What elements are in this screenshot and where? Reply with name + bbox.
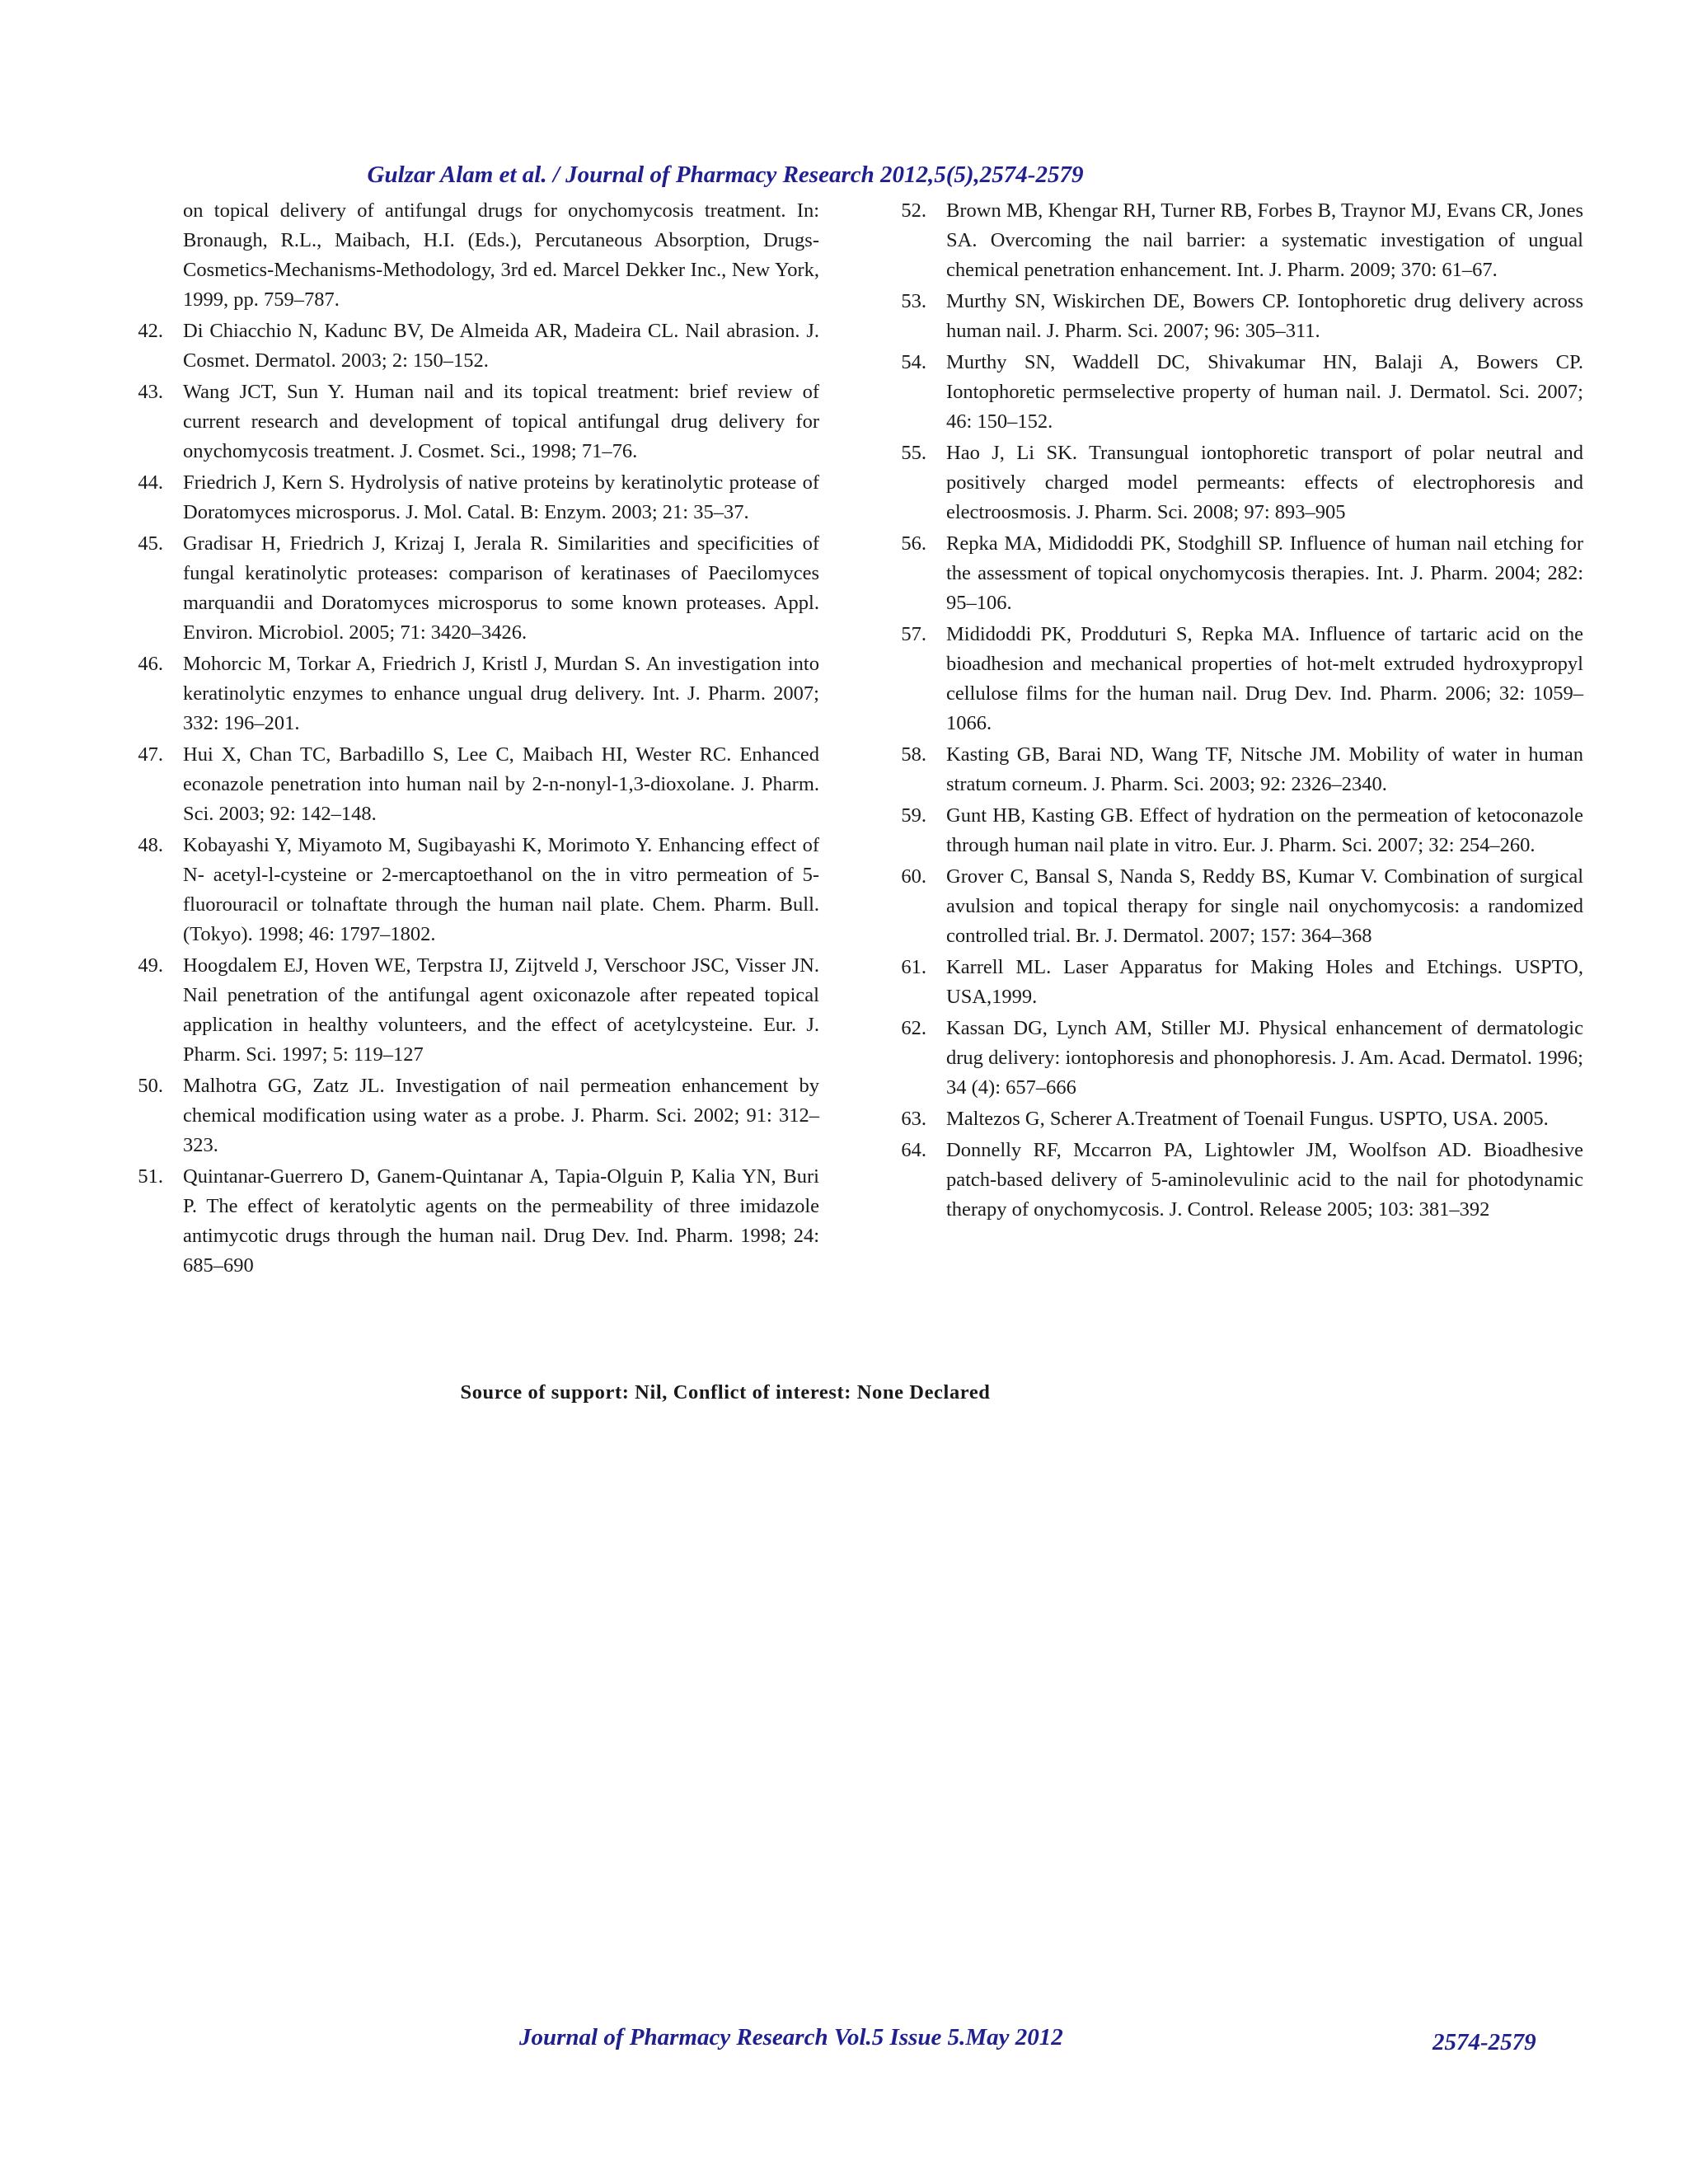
- reference-item: [895, 1136, 1583, 1225]
- reference-text: Gradisar H, Friedrich J, Krizaj I, Jerala R. Similarities and specificities of fungal keratinolytic proteases: comparison of keratinases of Paecilomyces marquandii and Doratomyces microsporus to some known proteases. Appl. Environ. Microbiol. 2005; 71: 3420–3426.: [183, 532, 819, 644]
- reference-item: [895, 438, 1583, 527]
- reference-item: [132, 377, 819, 466]
- reference-item: [132, 1162, 819, 1281]
- reference-text: Repka MA, Mididoddi PK, Stodghill SP. Influence of human nail etching for the assessment of topical onychomycosis therapies. Int. J. Pharm. 2004; 282: 95–106.: [946, 532, 1583, 614]
- reference-text: Kasting GB, Barai ND, Wang TF, Nitsche JM. Mobility of water in human stratum corneum. J. Pharm. Sci. 2003; 92: 2326–2340.: [946, 743, 1583, 795]
- reference-item: [132, 740, 819, 829]
- reference-text: Murthy SN, Waddell DC, Shivakumar HN, Balaji A, Bowers CP. Iontophoretic permselective property of human nail. J. Dermatol. Sci. 2007; 46: 150–152.: [946, 351, 1583, 433]
- references-right-column: [895, 196, 1583, 1226]
- reference-number: 60.: [901, 865, 926, 888]
- reference-number: 53.: [901, 290, 926, 312]
- reference-text: Friedrich J, Kern S. Hydrolysis of native proteins by keratinolytic protease of Doratomyces microsporus. J. Mol. Catal. B: Enzym. 2003; 21: 35–37.: [183, 471, 819, 523]
- reference-number: 48.: [138, 834, 163, 856]
- reference-item: [895, 801, 1583, 860]
- reference-text: Brown MB, Khengar RH, Turner RB, Forbes B, Traynor MJ, Evans CR, Jones SA. Overcoming the nail barrier: a systematic investigation of ungual chemical penetration enhancement. Int. J. Pharm. 2009; 370: 61–67.: [946, 199, 1583, 281]
- reference-item: [132, 1071, 819, 1160]
- reference-number: 51.: [138, 1165, 163, 1188]
- reference-number: 56.: [901, 532, 926, 555]
- reference-text: Kassan DG, Lynch AM, Stiller MJ. Physical enhancement of dermatologic drug delivery: iontophoresis and phonophoresis. J. Am. Acad. Dermatol. 1996; 34 (4): 657–666: [946, 1017, 1583, 1099]
- reference-number: 64.: [901, 1139, 926, 1161]
- reference-number: 45.: [138, 532, 163, 555]
- reference-text: on topical delivery of antifungal drugs for onychomycosis treatment. In: Bronaugh, R.L., Maibach, H.I. (Eds.), Percutaneous Absorption, Drugs-Cosmetics-Mechanisms-Methodology, 3rd ed. Marcel Dekker Inc., New York, 1999, pp. 759–787.: [183, 199, 819, 311]
- reference-item: [132, 649, 819, 738]
- reference-text: Gunt HB, Kasting GB. Effect of hydration on the permeation of ketoconazole through human nail plate in vitro. Eur. J. Pharm. Sci. 2007; 32: 254–260.: [946, 804, 1583, 856]
- reference-item: [895, 620, 1583, 738]
- reference-item: [132, 831, 819, 949]
- reference-text: Mohorcic M, Torkar A, Friedrich J, Kristl J, Murdan S. An investigation into keratinolytic enzymes to enhance ungual drug delivery. Int. J. Pharm. 2007; 332: 196–201.: [183, 653, 819, 734]
- reference-item: [895, 740, 1583, 799]
- reference-number: 59.: [901, 804, 926, 827]
- reference-number: 44.: [138, 471, 163, 494]
- reference-text: Grover C, Bansal S, Nanda S, Reddy BS, Kumar V. Combination of surgical avulsion and topical therapy for single nail onychomycosis: a randomized controlled trial. Br. J. Dermatol. 2007; 157: 364–368: [946, 865, 1583, 947]
- references-left-column: [132, 196, 819, 1282]
- reference-item: [895, 287, 1583, 346]
- reference-item: [895, 529, 1583, 618]
- reference-number: 46.: [138, 653, 163, 675]
- reference-number: 47.: [138, 743, 163, 766]
- reference-item: [895, 862, 1583, 951]
- running-head: Gulzar Alam et al. / Journal of Pharmacy Research 2012,5(5),2574-2579: [367, 162, 1084, 188]
- reference-text: Malhotra GG, Zatz JL. Investigation of nail permeation enhancement by chemical modification using water as a probe. J. Pharm. Sci. 2002; 91: 312–323.: [183, 1075, 819, 1156]
- reference-number: 42.: [138, 320, 163, 342]
- reference-item: [895, 1014, 1583, 1103]
- reference-number: 61.: [901, 956, 926, 978]
- reference-item: [895, 1104, 1583, 1134]
- reference-text: Kobayashi Y, Miyamoto M, Sugibayashi K, Morimoto Y. Enhancing effect of N- acetyl-l-cysteine or 2-mercaptoethanol on the in vitro permeation of 5-fluorouracil or tolnaftate through the human nail plate. Chem. Pharm. Bull. (Tokyo). 1998; 46: 1797–1802.: [183, 834, 819, 945]
- footer-page-range: 2574-2579: [1432, 2029, 1536, 2055]
- reference-item: [132, 951, 819, 1070]
- reference-text: Hao J, Li SK. Transungual iontophoretic transport of polar neutral and positively charged model permeants: effects of electrophoresis and electroosmosis. J. Pharm. Sci. 2008; 97: 893–905: [946, 442, 1583, 523]
- reference-text: Karrell ML. Laser Apparatus for Making Holes and Etchings. USPTO, USA,1999.: [946, 956, 1583, 1008]
- reference-item: [895, 196, 1583, 285]
- reference-item: [132, 529, 819, 648]
- reference-number: 50.: [138, 1075, 163, 1097]
- reference-text: Di Chiacchio N, Kadunc BV, De Almeida AR, Madeira CL. Nail abrasion. J. Cosmet. Dermatol. 2003; 2: 150–152.: [183, 320, 819, 372]
- reference-item: [895, 348, 1583, 437]
- reference-number: 43.: [138, 381, 163, 403]
- reference-number: 55.: [901, 442, 926, 464]
- reference-text: Wang JCT, Sun Y. Human nail and its topical treatment: brief review of current research and development of topical antifungal drug delivery for onychomycosis treatment. J. Cosmet. Sci., 1998; 71–76.: [183, 381, 819, 462]
- reference-number: 49.: [138, 954, 163, 977]
- reference-number: 57.: [901, 623, 926, 645]
- reference-number: 54.: [901, 351, 926, 373]
- reference-text: Mididoddi PK, Prodduturi S, Repka MA. Influence of tartaric acid on the bioadhesion and mechanical properties of hot-melt extruded hydroxypropyl cellulose films for the human nail. Drug Dev. Ind. Pharm. 2006; 32: 1059–1066.: [946, 623, 1583, 734]
- reference-continuation: [132, 196, 819, 315]
- reference-text: Quintanar-Guerrero D, Ganem-Quintanar A, Tapia-Olguin P, Kalia YN, Buri P. The effect of keratolytic agents on the permeability of three imidazole antimycotic drugs through the human nail. Drug Dev. Ind. Pharm. 1998; 24: 685–690: [183, 1165, 819, 1277]
- reference-item: [132, 316, 819, 376]
- reference-number: 63.: [901, 1108, 926, 1130]
- reference-text: Murthy SN, Wiskirchen DE, Bowers CP. Iontophoretic drug delivery across human nail. J. Pharm. Sci. 2007; 96: 305–311.: [946, 290, 1583, 342]
- reference-text: Maltezos G, Scherer A.Treatment of Toenail Fungus. USPTO, USA. 2005.: [946, 1108, 1549, 1130]
- reference-item: [895, 953, 1583, 1012]
- support-statement: Source of support: Nil, Conflict of interest: None Declared: [460, 1381, 991, 1404]
- footer-journal: Journal of Pharmacy Research Vol.5 Issue 5.May 2012: [519, 2024, 1063, 2050]
- reference-text: Hoogdalem EJ, Hoven WE, Terpstra IJ, Zijtveld J, Verschoor JSC, Visser JN. Nail penetration of the antifungal agent oxiconazole after repeated topical application in healthy volunteers, and the effect of acetylcysteine. Eur. J. Pharm. Sci. 1997; 5: 119–127: [183, 954, 819, 1066]
- reference-text: Donnelly RF, Mccarron PA, Lightowler JM, Woolfson AD. Bioadhesive patch-based delivery of 5-aminolevulinic acid to the nail for photodynamic therapy of onychomycosis. J. Control. Release 2005; 103: 381–392: [946, 1139, 1583, 1221]
- reference-number: 58.: [901, 743, 926, 766]
- reference-text: Hui X, Chan TC, Barbadillo S, Lee C, Maibach HI, Wester RC. Enhanced econazole penetration into human nail by 2-n-nonyl-1,3-dioxolane. J. Pharm. Sci. 2003; 92: 142–148.: [183, 743, 819, 825]
- reference-item: [132, 468, 819, 527]
- reference-number: 52.: [901, 199, 926, 222]
- reference-number: 62.: [901, 1017, 926, 1039]
